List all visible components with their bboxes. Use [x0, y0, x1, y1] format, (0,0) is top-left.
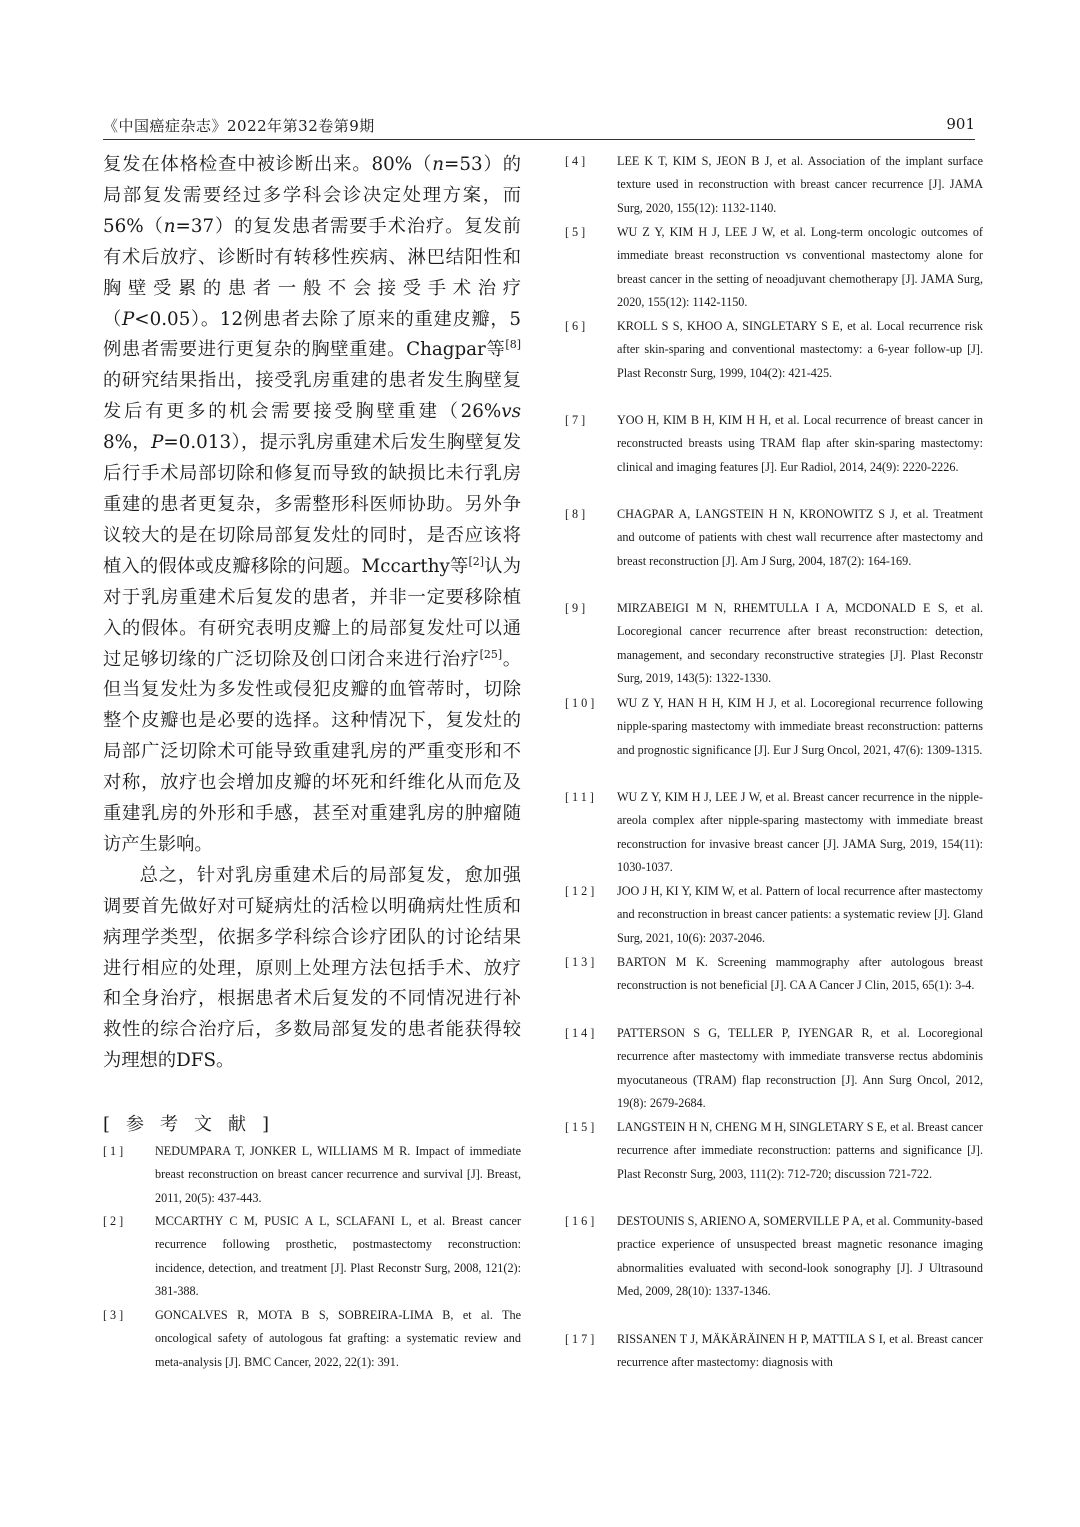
- reference-item: [565, 692, 983, 762]
- reference-item: [565, 1022, 983, 1116]
- reference-number: [13]: [565, 955, 598, 969]
- body-paragraph-1: 复发在体格检查中被诊断出来。80%（n=53）的局部复发需要经过多学科会诊决定处理方案，而56%（n=37）的复发患者需要手术治疗。复发前有术后放疗、诊断时有转移性疾病、淋巴结阳性和胸壁受累的患者一般不会接受手术治疗（P<0.05）。12例患者去除了原来的重建皮瓣，5例患者需要进行更复杂的胸壁重建。Chagpar等[8]的研究结果指出，接受乳房重建的患者发生胸壁复发后有更多的机会需要接受胸壁重建（26%vs 8%，P=0.013），提示乳房重建术后发生胸壁复发后行手术局部切除和修复而导致的缺损比未行乳房重建的患者更复杂，多需整形科医师协助。另外争议较大的是在切除局部复发灶的同时，是否应该将植入的假体或皮瓣移除的问题。Mccarthy等[2]认为对于乳房重建术后复发的患者，并非一定要移除植入的假体。有研究表明皮瓣上的局部复发灶可以通过足够切缘的广泛切除及创口闭合来进行治疗[25]。但当复发灶为多发性或侵犯皮瓣的血管蒂时，切除整个皮瓣也是必要的选择。这种情况下，复发灶的局部广泛切除术可能导致重建乳房的严重变形和不对称，放疗也会增加皮瓣的坏死和纤维化从而危及重建乳房的外形和手感，甚至对重建乳房的肿瘤随访产生影响。: [103, 154, 522, 855]
- reference-number: [4]: [565, 154, 589, 168]
- reference-item: [103, 1140, 521, 1210]
- reference-number: [14]: [565, 1026, 598, 1040]
- reference-number: [1]: [103, 1144, 127, 1158]
- reference-item: [565, 315, 983, 385]
- reference-text: DESTOUNIS S, ARIENO A, SOMERVILLE P A, et al. Community-based practice experience of unsuspected breast magnetic resonance imaging abnormalities evaluated with second-look sonography [J]. J Ultrasound Med, 2009, 28(10): 1337-1346.: [617, 1214, 983, 1299]
- citation-2: [2]: [468, 554, 485, 568]
- journal-issue-label: 《中国癌症杂志》2022年第32卷第9期: [103, 117, 375, 135]
- page-number: 901: [946, 115, 975, 133]
- reference-item: [565, 880, 983, 950]
- reference-text: MCCARTHY C M, PUSIC A L, SCLAFANI L, et al. Breast cancer recurrence following prosthetic, postmastectomy reconstruction: incidence, detection, and treatment [J]. Plast Reconstr Surg, 2008, 121(2): 381-388.: [155, 1214, 521, 1299]
- reference-item: [565, 409, 983, 479]
- reference-number: [3]: [103, 1308, 127, 1322]
- reference-text: YOO H, KIM B H, KIM H H, et al. Local recurrence of breast cancer in reconstructed breasts using TRAM flap after skin-sparing mastectomy: clinical and imaging features [J]. Eur Radiol, 2014, 24(9): 2220-2226.: [617, 413, 983, 474]
- reference-text: PATTERSON S G, TELLER P, IYENGAR R, et al. Locoregional recurrence after mastectomy with immediate transverse rectus abdominis myocutaneous (TRAM) flap reconstruction [J]. Ann Surg Oncol, 2012, 19(8): 2679-2684.: [617, 1026, 983, 1111]
- reference-number: [2]: [103, 1214, 127, 1228]
- reference-item: [103, 1304, 521, 1374]
- reference-item: [565, 1116, 983, 1186]
- reference-number: [7]: [565, 413, 589, 427]
- reference-text: NEDUMPARA T, JONKER L, WILLIAMS M R. Impact of immediate breast reconstruction on breast cancer recurrence and survival [J]. Breast, 2011, 20(5): 437-443.: [155, 1144, 521, 1205]
- reference-item: [565, 221, 983, 315]
- reference-item: [565, 1328, 983, 1375]
- citation-8: [8]: [505, 338, 521, 352]
- reference-text: RISSANEN T J, MÄKÄRÄINEN H P, MATTILA S I, et al. Breast cancer recurrence after mastectomy: diagnosis with: [617, 1332, 983, 1370]
- running-header: [103, 115, 975, 140]
- reference-text: CHAGPAR A, LANGSTEIN H N, KRONOWITZ S J, et al. Treatment and outcome of patients with chest wall recurrence after mastectomy and breast reconstruction [J]. Am J Surg, 2004, 187(2): 164-169.: [617, 507, 983, 568]
- reference-number: [17]: [565, 1332, 598, 1346]
- reference-text: WU Z Y, KIM H J, LEE J W, et al. Long-term oncologic outcomes of immediate breast reconstruction vs conventional mastectomy alone for breast cancer in the setting of neoadjuvant chemotherapy [J]. JAMA Surg, 2020, 155(12): 1142-1150.: [617, 225, 983, 310]
- body-paragraph-2: 总之，针对乳房重建术后的局部复发，愈加强调要首先做好对可疑病灶的活检以明确病灶性质和病理学类型，依据多学科综合诊疗团队的讨论结果进行相应的处理，原则上处理方法包括手术、放疗和全身治疗，根据患者术后复发的不同情况进行补救性的综合治疗后，多数局部复发的患者能获得较为理想的DFS。: [103, 864, 521, 1072]
- citation-25: [25]: [479, 647, 503, 661]
- reference-item: [103, 1210, 521, 1304]
- reference-number: [12]: [565, 884, 598, 898]
- reference-text: JOO J H, KI Y, KIM W, et al. Pattern of local recurrence after mastectomy and reconstruction in breast cancer patients: a systematic review [J]. Gland Surg, 2021, 10(6): 2037-2046.: [617, 884, 983, 945]
- reference-number: [8]: [565, 507, 589, 521]
- reference-text: MIRZABEIGI M N, RHEMTULLA I A, MCDONALD E S, et al. Locoregional cancer recurrence after breast reconstruction: detection, management, and secondary reconstructive strategies [J]. Plast Reconstr Surg, 2019, 143(5): 1322-1330.: [617, 601, 983, 686]
- reference-item: [565, 597, 983, 691]
- reference-item: [565, 1210, 983, 1304]
- reference-text: KROLL S S, KHOO A, SINGLETARY S E, et al. Local recurrence risk after skin-sparing and conventional mastectomy: a 6-year follow-up [J]. Plast Reconstr Surg, 1999, 104(2): 421-425.: [617, 319, 983, 380]
- reference-item: [565, 150, 983, 220]
- reference-number: [5]: [565, 225, 589, 239]
- reference-text: WU Z Y, HAN H H, KIM H J, et al. Locoregional recurrence following nipple-sparing mastectomy with immediate breast reconstruction: patterns and prognostic significance [J]. Eur J Surg Oncol, 2021, 47(6): 1309-1315.: [617, 696, 983, 757]
- reference-text: WU Z Y, KIM H J, LEE J W, et al. Breast cancer recurrence in the nipple-areola complex after nipple-sparing mastectomy with immediate breast reconstruction for invasive breast cancer [J]. JAMA Surg, 2019, 154(11): 1030-1037.: [617, 790, 983, 875]
- reference-text: BARTON M K. Screening mammography after autologous breast reconstruction is not beneficial [J]. CA A Cancer J Clin, 2015, 65(1): 3-4.: [617, 955, 983, 993]
- reference-item: [565, 786, 983, 880]
- reference-number: [11]: [565, 790, 597, 804]
- reference-item: [565, 951, 983, 998]
- reference-number: [15]: [565, 1120, 598, 1134]
- body-text-column: [103, 150, 521, 1077]
- reference-item: [565, 503, 983, 573]
- reference-text: LEE K T, KIM S, JEON B J, et al. Association of the implant surface texture used in reconstruction with breast cancer recurrence [J]. JAMA Surg, 2020, 155(12): 1132-1140.: [617, 154, 983, 215]
- reference-number: [10]: [565, 696, 598, 710]
- references-heading: [参考文献]: [103, 1114, 286, 1135]
- reference-text: GONCALVES R, MOTA B S, SOBREIRA-LIMA B, et al. The oncological safety of autologous fat grafting: a systematic review and meta-analysis [J]. BMC Cancer, 2022, 22(1): 391.: [155, 1308, 521, 1369]
- reference-number: [6]: [565, 319, 589, 333]
- reference-number: [9]: [565, 601, 589, 615]
- reference-text: LANGSTEIN H N, CHENG M H, SINGLETARY S E, et al. Breast cancer recurrence after immediate reconstruction: patterns and significance [J]. Plast Reconstr Surg, 2003, 111(2): 712-720; discussion 721-722.: [617, 1120, 983, 1181]
- reference-number: [16]: [565, 1214, 598, 1228]
